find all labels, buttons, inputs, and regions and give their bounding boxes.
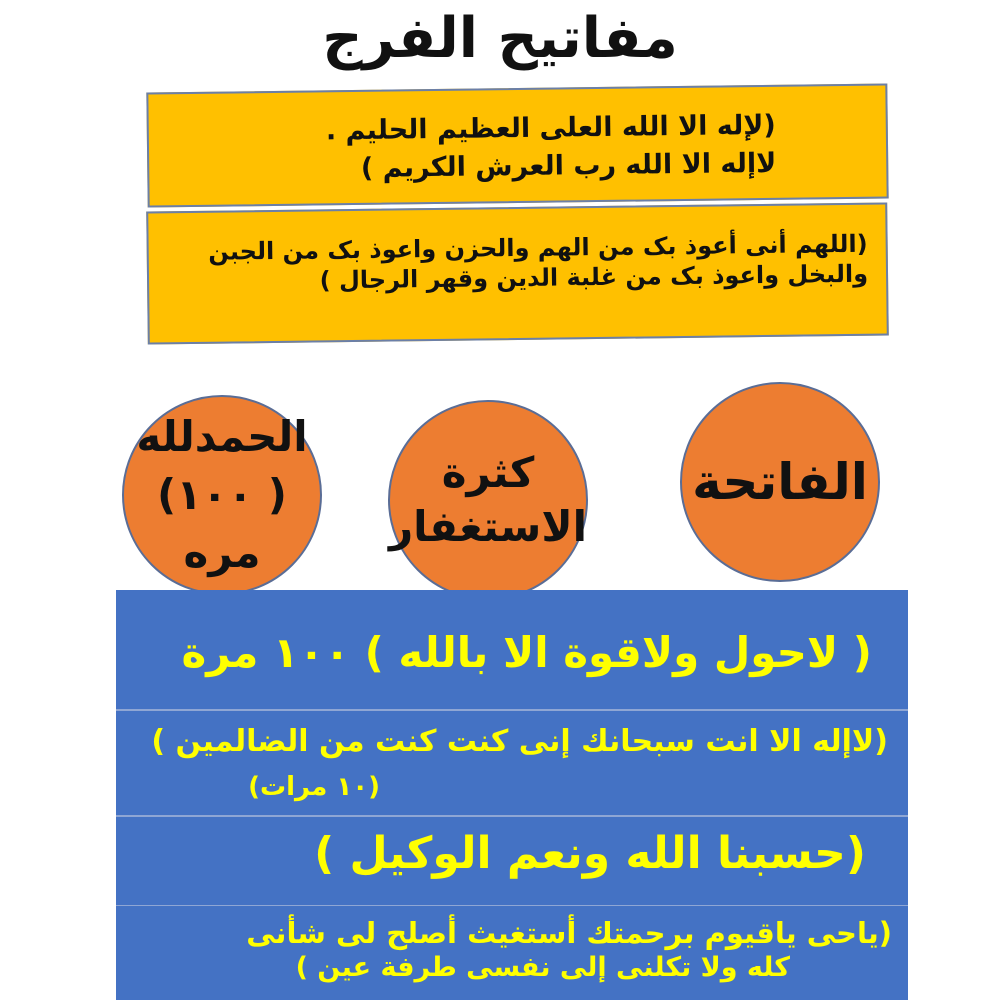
circle-istighfar-line2: الاستغفار xyxy=(388,502,587,551)
blue-line-4b: كله ولا تكلنى إلى نفسى طرفة عين ) xyxy=(295,952,790,983)
dua-box-2-line2: والبخل واعوذ بک من غلبة الدين وقهر الرجال ) xyxy=(319,259,869,295)
blue-line-3: (حسبنا الله ونعم الوكيل ) xyxy=(314,828,866,879)
circle-hamdala-line2: ( ١٠٠) مره xyxy=(157,470,287,577)
dua-box-2 xyxy=(146,202,889,344)
circle-fatiha xyxy=(680,382,880,582)
blue-line-2b: (١٠ مرات) xyxy=(248,772,380,802)
page-title: مفاتيح الفرج xyxy=(322,6,678,71)
circle-istighfar-line1: كثرة xyxy=(441,448,535,497)
dua-box-1 xyxy=(146,83,888,207)
dua-box-1-line1: (لإله الا الله العلى العظيم الحليم . xyxy=(325,109,776,147)
dua-box-2-line1: (اللهم أنى أعوذ بک من الهم والحزن واعوذ بک من الجبن xyxy=(208,229,868,266)
circle-fatiha-label: الفاتحة xyxy=(692,453,868,511)
circle-istighfar xyxy=(388,400,588,600)
blue-line-4a: (ياحى ياقيوم برحمتك أستغيث أصلح لى شأنى xyxy=(246,916,892,950)
blue-line-1: ( لاحول ولاقوة الا بالله ) ١٠٠ مرة xyxy=(181,628,872,677)
circle-hamdala xyxy=(122,395,322,595)
dua-box-1-line2: لاإله الا الله رب العرش الكريم ) xyxy=(360,147,777,184)
blue-line-2a: (لاإله الا انت سبحانك إنى كنت كنت من الضالمين ) xyxy=(151,724,888,759)
circle-hamdala-line1: الحمدلله xyxy=(136,412,308,461)
